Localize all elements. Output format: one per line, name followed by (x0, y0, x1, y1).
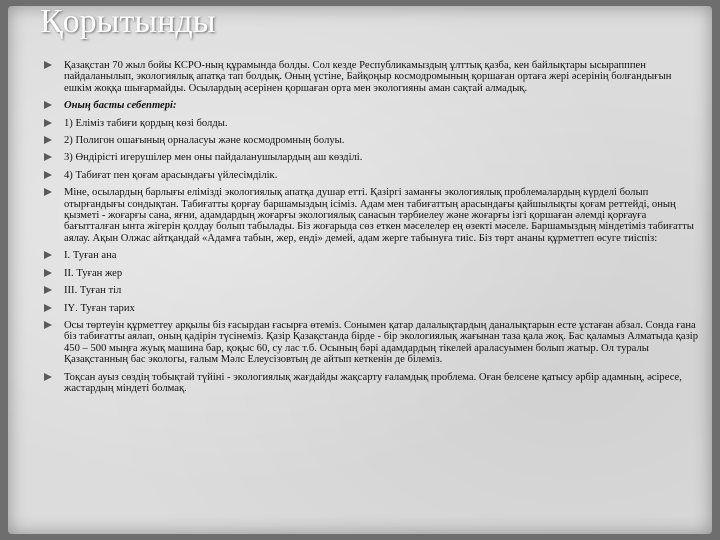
bullet-item-reason-4: 4) Табиғат пен қоғам арасындағы үйлесімділік. (44, 170, 698, 181)
bullet-item-land: ІІ. Туған жер (44, 268, 698, 279)
bullet-item-respect: Осы төртеуін құрметтеу арқылы біз ғасырдан ғасырға өтеміз. Сонымен қатар далалықтардың даналықтарын есте ұстаған абзал. Сонда ғана біз табиғатты аялап, оның қадірін түсінеміз. Қазір Қазақстанда бірде - бір экологиялық жағынан таза қала жоқ. Бас қаламыз Алматыда қазір 450 – 500 мыңға жуық машина бар, қоқыс 60, су лас т.б. Осының бәрі адамдардың тікелей араласуымен болып жатыр. Ол туралы Қазақстанның бас экологы, ғалым Мәлс Елеусізовтың де айтып кеткенін де білеміз. (44, 320, 698, 366)
bullet-item-mother: І. Туған ана (44, 250, 698, 261)
bullet-item-reason-1: 1) Еліміз табиғи қордың көзі болды. (44, 118, 698, 129)
slide-title: Қорытынды (40, 3, 216, 40)
bullet-item-language: ІІІ. Туған тіл (44, 285, 698, 296)
bullet-item-reason-3: 3) Өндірісті игерушілер мен оны пайдаланушылардың аш көзділі. (44, 152, 698, 163)
bullet-item-reason-2: 2) Полигон ошағының орналасуы және космодромның болуы. (44, 135, 698, 146)
bullet-item-conclusion: Тоқсан ауыз сөздің тобықтай түйіні - экологиялық жағдайды жақсарту ғаламдық проблема. Оған белсене қатысу әрбір адамның, әсіресе, жастардың міндеті болмақ. (44, 372, 698, 395)
bullet-list (44, 60, 698, 400)
bullet-item-history: ІҮ. Туған тарих (44, 303, 698, 314)
bullet-item-consequences: Міне, осылардың барлығы елімізді экологиялық апатқа душар етті. Қазіргі заманғы экологиялық проблемалардың күрделі болып отырғандығы сондықтан. Табиғатты қорғау баршамыздың ісіміз. Адам мен табиғаттың арасындағы қайшылықты қоғам реттейді, оның қызметі - жоғарғы сана, яғни, адамдардың жоғарғы экологиялық санасын тәрбиелеу және жоғарғы ізгі қоршаған әлемді қорғауға бағытталған ынта жігерін қолдау болып табылады. Біз жоғарыда сөз еткен мәселелер ең өзекті мәселе. Баршамыздың міндетіміз табиғатты аялау. Ақын Олжас айтқандай «Адамға табын, жер, енді» демей, адам жерге табынуға тиіс. Біз төрт ананы құрметтеп өсуге тиіспіз: (44, 187, 698, 244)
bullet-item-intro: Қазақстан 70 жыл бойы КСРО-ның құрамында болды. Сол кезде Республикамыздың ұлттық қазба, кен байлықтары ысырапппен пайдаланылып, экологиялық апатқа тап болдық. Оның үстіне, Байқоңыр космодромының қоршаған ортаға жері әсерінің болғандығын ешкім жоққа шығармайды. Осылардың әсерінен қоршаған орта мен экологияны аман сақтай алмадық. (44, 60, 698, 94)
bullet-item-reasons-heading: Оның басты себептері: (44, 100, 698, 111)
